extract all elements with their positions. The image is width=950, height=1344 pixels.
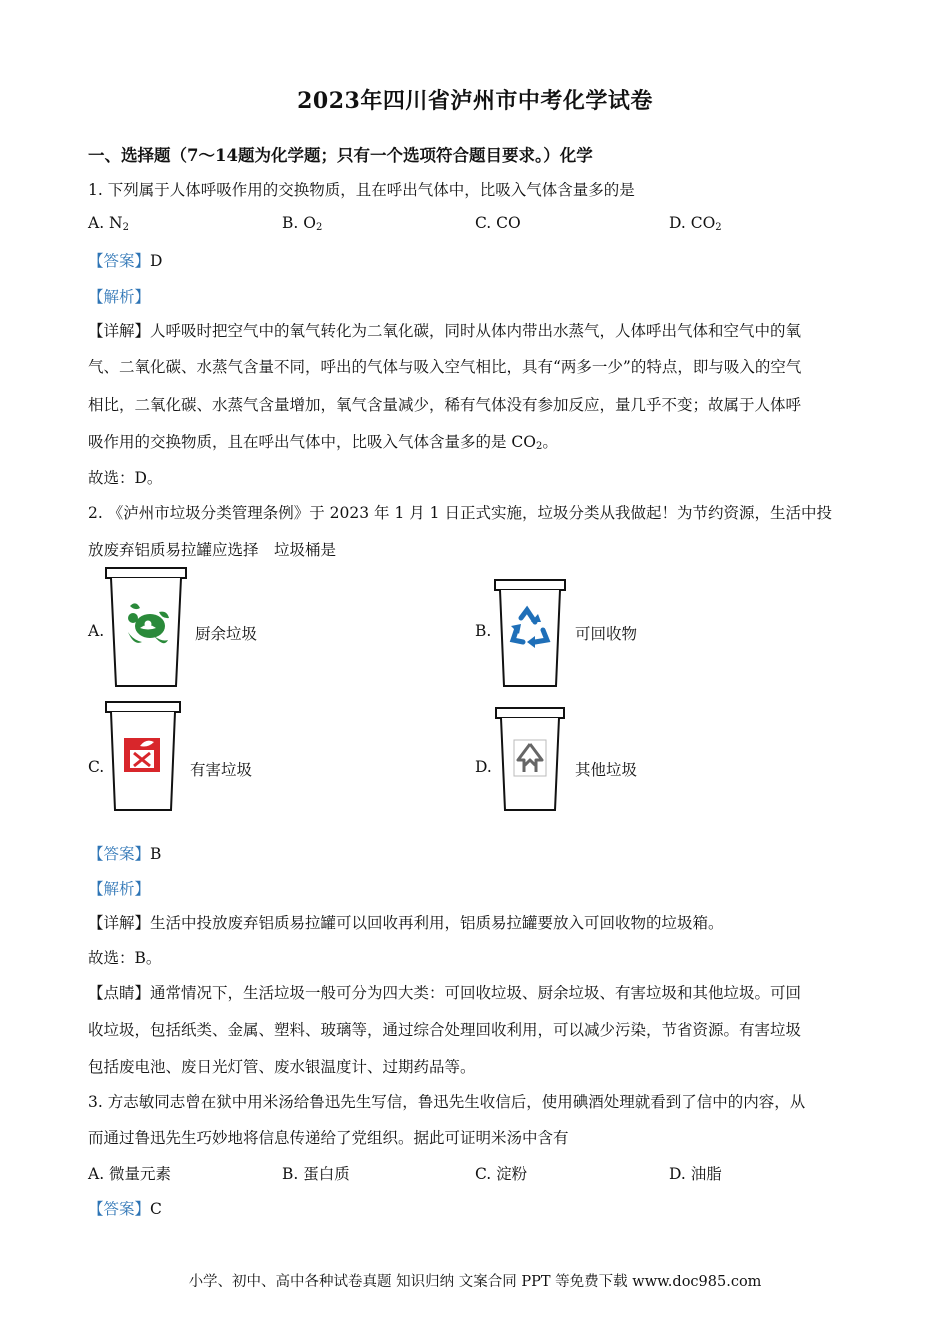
q3-option-a: A. 微量元素: [88, 1165, 172, 1183]
q1-conclusion: 故选：D。: [88, 469, 163, 487]
q3-option-b: B. 蛋白质: [282, 1165, 350, 1183]
q1-detail-line-1: 【详解】人呼吸时把空气中的氧气转化为二氧化碳，同时从体内带出水蒸气，人体呼出气体和空气中的氧: [88, 322, 802, 340]
q1-detail-line-3: 相比，二氧化碳、水蒸气含量增加，氧气含量减少，稀有气体没有参加反应，量几乎不变；故属于人体呼: [88, 396, 802, 414]
q2-tip-line-3: 包括废电池、废日光灯管、废水银温度计、过期药品等。: [88, 1058, 476, 1076]
page-title: 2023年四川省泸州市中考化学试卷: [297, 88, 653, 114]
q1-answer: 【答案】D: [88, 252, 163, 270]
q2-option-d-label: 其他垃圾: [575, 761, 638, 779]
q2-tip-line-1: 【点睛】通常情况下，生活垃圾一般可分为四大类：可回收垃圾、厨余垃圾、有害垃圾和其他垃圾。可回: [88, 984, 802, 1002]
q2-option-c-letter: C.: [88, 758, 105, 776]
q2-option-b-label: 可回收物: [575, 625, 638, 643]
section-heading: 一、选择题（7～14题为化学题；只有一个选项符合题目要求。）化学: [88, 146, 593, 165]
q1-option-d: D. $CO_2$: [669, 214, 722, 233]
q1-option-a: A. $N_2$: [88, 214, 129, 233]
q1-option-c: C. CO: [475, 214, 521, 232]
hazardous-waste-bin-icon: [104, 700, 182, 814]
q2-option-b-letter: B.: [475, 622, 492, 640]
q2-stem-line-2: 放废弃铝质易拉罐应选择 垃圾桶是: [88, 541, 337, 559]
q2-option-a-label: 厨余垃圾: [195, 625, 258, 643]
q3-stem-line-2: 而通过鲁迅先生巧妙地将信息传递给了党组织。据此可证明米汤中含有: [88, 1129, 569, 1147]
q2-option-d-letter: D.: [475, 758, 492, 776]
q2-detail: 【详解】生活中投放废弃铝质易拉罐可以回收再利用，铝质易拉罐要放入可回收物的垃圾箱。: [88, 914, 724, 932]
q1-analysis-tag: 【解析】: [88, 288, 151, 306]
q2-analysis-tag: 【解析】: [88, 880, 151, 898]
recyclable-bin-icon: [493, 578, 567, 690]
other-waste-bin-icon: [494, 706, 566, 814]
page-footer: 小学、初中、高中各种试卷真题 知识归纳 文案合同 PPT 等免费下载 www.doc985.com: [188, 1274, 762, 1290]
q2-stem-line-1: 2. 《泸州市垃圾分类管理条例》于 2023 年 1 月 1 日正式实施，垃圾分类从我做起！为节约资源，生活中投: [88, 504, 832, 522]
q2-tip-line-2: 收垃圾，包括纸类、金属、塑料、玻璃等，通过综合处理回收利用，可以减少污染，节省资源。有害垃圾: [88, 1021, 802, 1039]
q1-detail-line-2: 气、二氧化碳、水蒸气含量不同，呼出的气体与吸入空气相比，具有“两多一少”的特点，即与吸入的空气: [88, 358, 802, 376]
q3-answer: 【答案】C: [88, 1200, 162, 1218]
q2-option-c-label: 有害垃圾: [190, 761, 253, 779]
q2-conclusion: 故选：B。: [88, 949, 162, 967]
q3-option-c: C. 淀粉: [475, 1165, 528, 1183]
q2-option-a-letter: A.: [88, 622, 105, 640]
q1-stem: 1. 下列属于人体呼吸作用的交换物质，且在呼出气体中，比吸入气体含量多的是: [88, 181, 635, 199]
q3-stem-line-1: 3. 方志敏同志曾在狱中用米汤给鲁迅先生写信，鲁迅先生收信后，使用碘酒处理就看到了信中的内容，从: [88, 1093, 806, 1111]
q2-answer: 【答案】B: [88, 845, 162, 863]
q3-option-d: D. 油脂: [669, 1165, 722, 1183]
kitchen-waste-bin-icon: [104, 566, 188, 690]
q1-detail-line-4: 吸作用的交换物质，且在呼出气体中，比吸入气体含量多的是 $CO_2$。: [88, 433, 558, 452]
q1-option-b: B. $O_2$: [282, 214, 323, 233]
